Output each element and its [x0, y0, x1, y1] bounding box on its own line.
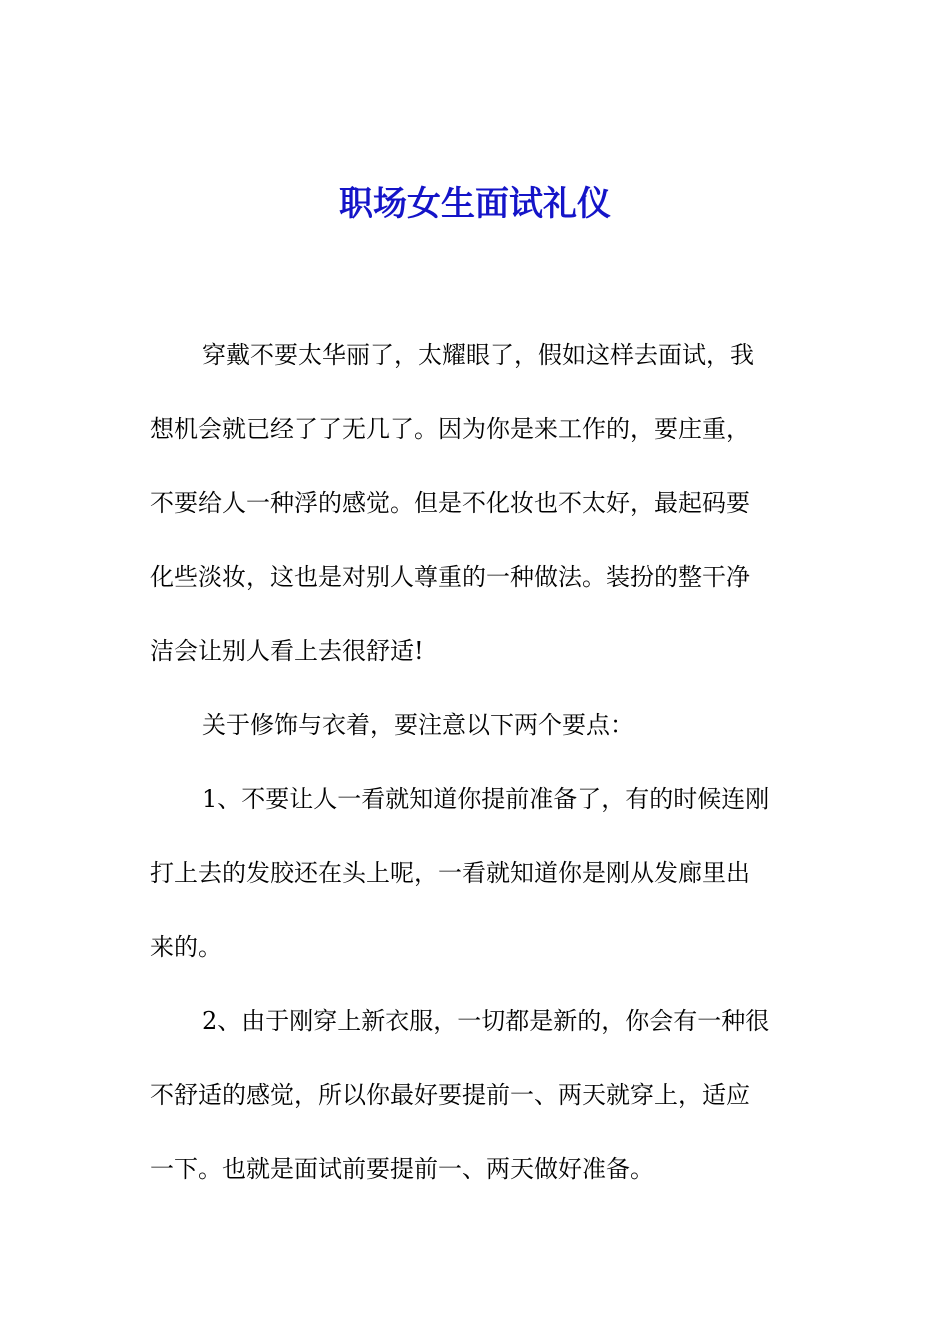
document-title: 职场女生面试礼仪 [339, 184, 611, 224]
text-line: 想机会就已经了了无几了。因为你是来工作的，要庄重， [150, 415, 750, 443]
text-line: 一下。也就是面试前要提前一、两天做好准备。 [150, 1155, 654, 1183]
text-line: 来的。 [150, 933, 222, 961]
text-line: 打上去的发胶还在头上呢，一看就知道你是刚从发廊里出 [150, 859, 750, 887]
text-line: 洁会让别人看上去很舒适! [150, 637, 424, 665]
document-body [150, 318, 806, 1206]
text-line: 化些淡妆，这也是对别人尊重的一种做法。装扮的整干净 [150, 563, 750, 591]
text-line: 不舒适的感觉，所以你最好要提前一、两天就穿上，适应 [150, 1081, 750, 1109]
text-line: 2、由于刚穿上新衣服，一切都是新的，你会有一种很 [202, 1007, 770, 1035]
paragraph-key-points-intro [150, 688, 806, 762]
text-line: 不要给人一种浮的感觉。但是不化妆也不太好，最起码要 [150, 489, 750, 517]
text-line: 1、不要让人一看就知道你提前准备了，有的时候连刚 [202, 785, 770, 813]
text-line: 穿戴不要太华丽了，太耀眼了，假如这样去面试，我 [202, 341, 754, 369]
paragraph-point-1 [150, 762, 806, 984]
text-line: 关于修饰与衣着，要注意以下两个要点： [202, 711, 634, 739]
paragraph-attire [150, 318, 806, 688]
paragraph-point-2 [150, 984, 806, 1206]
